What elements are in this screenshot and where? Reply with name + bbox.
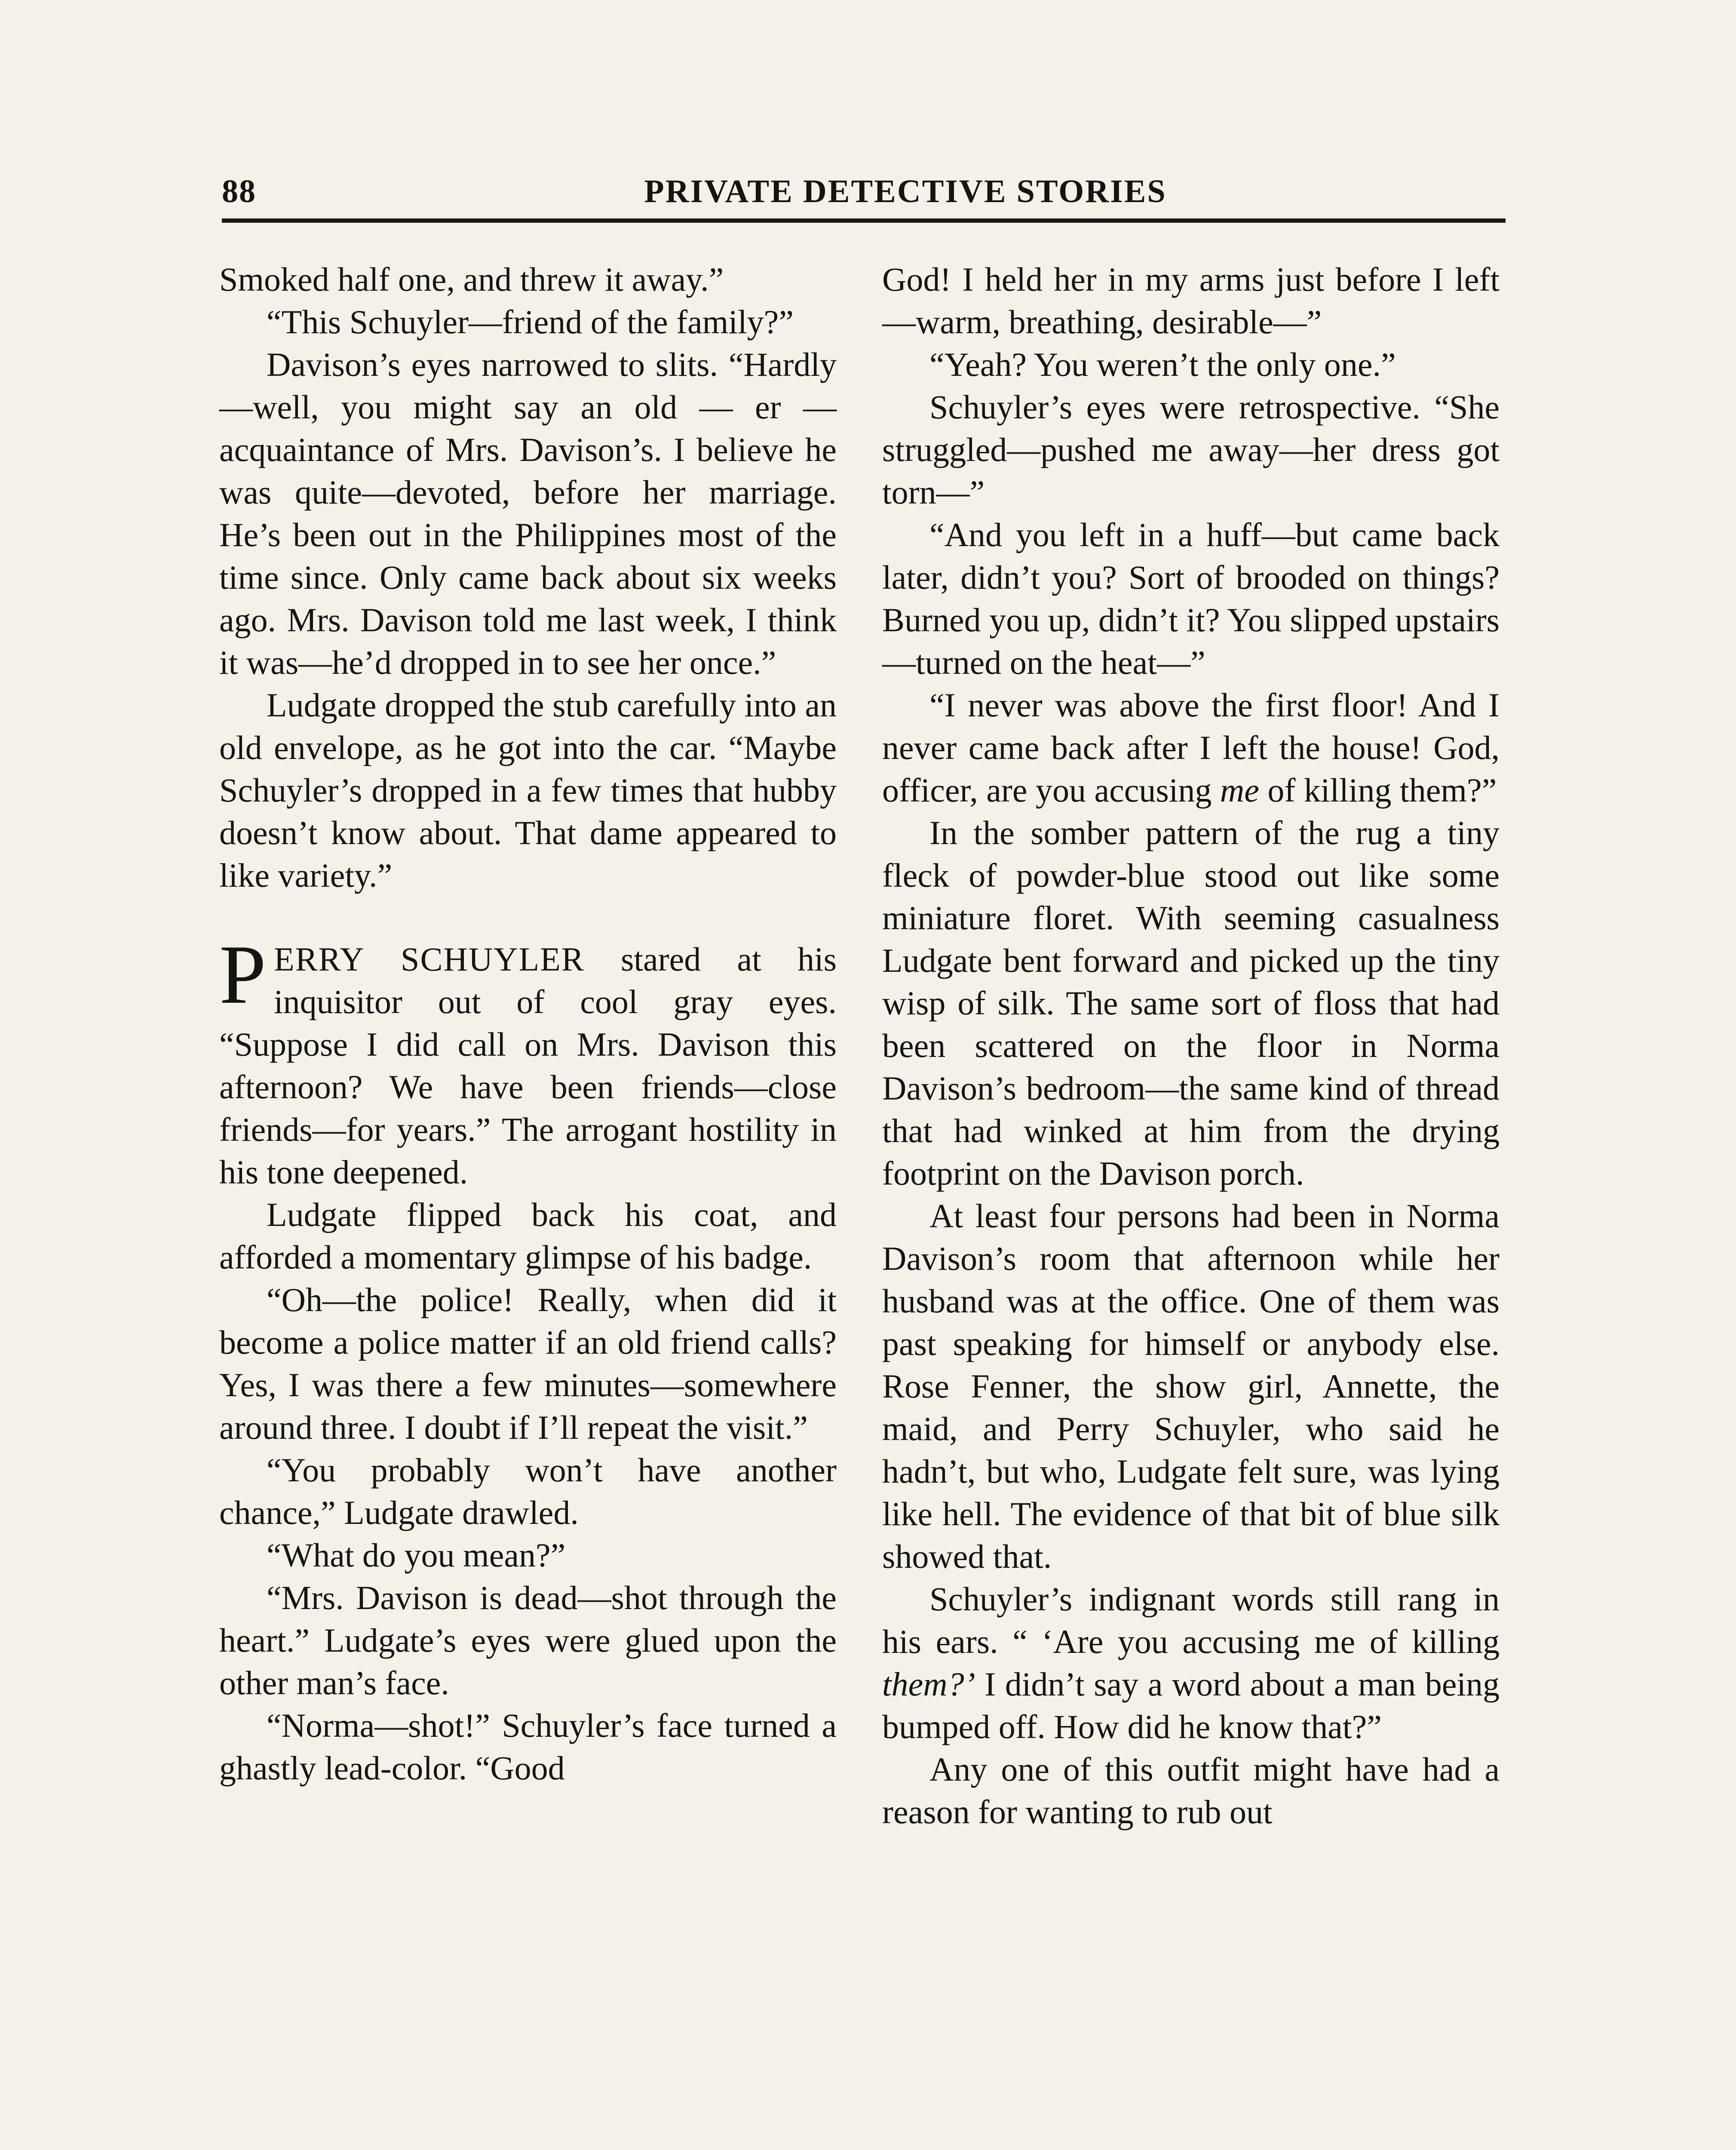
paragraph: God! I held her in my arms just before I left—warm, breathing, desirable—” — [882, 261, 1500, 341]
paragraph: Ludgate dropped the stub carefully into an old envelope, as he got into the car. “Maybe Schuyler’s dropped in a few times that hubby doesn’t know about. That dame appeared to like variety.” — [219, 686, 837, 894]
paragraph: Smoked half one, and threw it away.” — [219, 261, 724, 298]
paragraph: Davison’s eyes narrowed to slits. “Hardly—well, you might say an old — er — acquaintance of Mrs. Davison’s. I believe he was quite—devoted, before her marriage. He’s been out in the Philippines most of the time since. Only came back about six weeks ago. Mrs. Davison told me last week, I think it was—he’d dropped in to see her once.” — [219, 346, 837, 681]
text-run: I didn’t say a word about a man being bumped off. How did he know that?” — [882, 1665, 1500, 1745]
paragraph: “What do you mean?” — [267, 1536, 566, 1574]
italic-text: me — [1220, 771, 1259, 809]
italic-text: them?’ — [882, 1665, 975, 1703]
text-run: “I never was above the first floor! And I never came back after I left the house! God, officer, are you accusing — [882, 686, 1500, 809]
paragraph — [882, 684, 1500, 811]
paragraph: “You probably won’t have another chance,” Ludgate drawled. — [219, 1451, 837, 1531]
paragraph: “Oh—the police! Really, when did it become a police matter if an old friend calls? Yes, I was there a few minutes—somewhere around three. I doubt if I’ll repeat the visit.” — [219, 1281, 837, 1446]
drop-cap: P — [219, 928, 267, 1021]
running-title: PRIVATE DETECTIVE STORIES — [644, 173, 1167, 209]
paragraph: Ludgate flipped back his coat, and afforded a momentary glimpse of his badge. — [219, 1196, 837, 1276]
paragraph: “Mrs. Davison is dead—shot through the heart.” Ludgate’s eyes were glued upon the other man’s face. — [219, 1579, 837, 1702]
page-number: 88 — [222, 173, 256, 209]
page-header — [222, 169, 1506, 217]
right-column — [882, 258, 1500, 1833]
paragraph: “Yeah? You weren’t the only one.” — [929, 346, 1396, 383]
paragraph: Schuyler’s eyes were retrospective. “She struggled—pushed me away—her dress got torn—” — [882, 388, 1500, 511]
paragraph: At least four persons had been in Norma Davison’s room that afternoon while her husband was at the office. One of them was past speaking for himself or anybody else. Rose Fenner, the show girl, Annette, the maid, and Perry Schuyler, who said he hadn’t, but who, Ludgate felt sure, was lying like hell. The evidence of that bit of blue silk showed that. — [882, 1197, 1500, 1575]
left-column — [219, 258, 837, 1789]
paragraph: Any one of this outfit might have had a reason for wanting to rub out — [882, 1751, 1500, 1831]
paragraph: “Norma—shot!” Schuyler’s face turned a ghastly lead-color. “Good — [219, 1707, 837, 1787]
lead-in-text: stared at his inquisitor out of cool gray eyes. “Suppose I did call on Mrs. Davison this afternoon? We have been friends—close friends—for years.” The arrogant hostility in his tone deepened. — [219, 940, 837, 1191]
paragraph — [882, 1578, 1500, 1748]
text-run: of killing them?” — [1259, 771, 1497, 809]
text-run: Schuyler’s indignant words still rang in his ears. “ ‘Are you accusing me of killing — [882, 1580, 1500, 1660]
lead-in-caps: ERRY SCHUYLER — [274, 940, 585, 978]
paragraph: “And you left in a huff—but came back later, didn’t you? Sort of brooded on things? Burned you up, didn’t it? You slipped upstairs—turned on the heat—” — [882, 516, 1500, 681]
section-opening-paragraph — [219, 928, 837, 1193]
paragraph: “This Schuyler—friend of the family?” — [267, 303, 794, 341]
header-rule — [222, 218, 1506, 223]
paragraph: In the somber pattern of the rug a tiny fleck of powder-blue stood out like some miniature floret. With seeming casualness Ludgate bent forward and picked up the tiny wisp of silk. The same sort of floss that had been scattered on the floor in Norma Davison’s bedroom—the same kind of thread that had winked at him from the drying footprint on the Davison porch. — [882, 814, 1500, 1192]
